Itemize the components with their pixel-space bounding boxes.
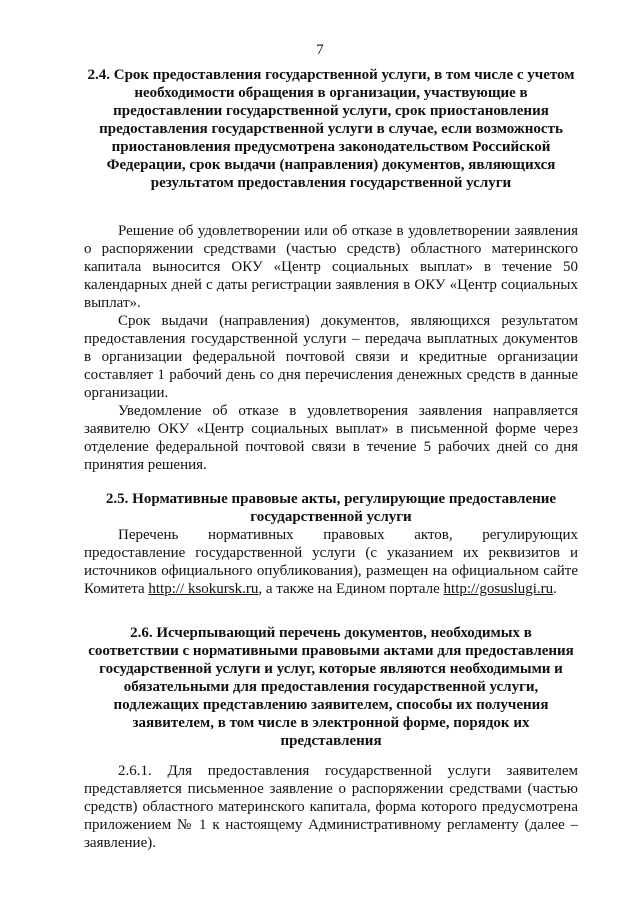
page-number: 7 <box>316 42 324 58</box>
section-2-4-paragraph-2: Срок выдачи (направления) документов, являющихся результатом предоставления государственной услуги – передача выплатных документов в организации федеральной почтовой связи и кредитные организации составляет 1 рабочий день со дня перечисления денежных средств в данные организации. <box>84 313 578 401</box>
section-2-5-paragraph-1 <box>84 526 578 598</box>
section-2-4-heading: 2.4. Срок предоставления государственной услуги, в том числе с учетом необходимости обращения в организации, участвующие в предоставлении государственной услуги, срок приостановления предоставления государственной услуги в случае, если возможность приостановления предусмотрена законодательством Российской Федерации, срок выдачи (направления) документов, являющихся результатом предоставления государственной услуги <box>87 67 575 191</box>
section-2-5-heading: 2.5. Нормативные правовые акты, регулирующие предоставление государственной услуги <box>105 491 557 525</box>
section-2-4-paragraph-1: Решение об удовлетворении или об отказе в удовлетворении заявления о распоряжении средствами (частью средств) областного материнского капитала выносится ОКУ «Центр социальных выплат» в течение 50 календарных дней с даты регистрации заявления в ОКУ «Центр социальных выплат». <box>84 223 578 311</box>
section-2-5-text-start: Перечень нормативных правовых актов, регулирующих предоставление государственной услуги (с указанием их реквизитов и источников официального опубликования), размещен на официальном сайте Комитета <box>84 527 578 597</box>
section-2-6-heading: 2.6. Исчерпывающий перечень документов, необходимых в соответствии с нормативными правовыми актами для предоставления государственной услуги и услуг, которые являются необходимыми и обязательными для предоставления государственной услуги, подлежащих представлению заявителем, способы их получения заявителем, в том числе в электронной форме, порядок их представления <box>88 625 574 749</box>
committee-site-link[interactable]: http:// ksokursk.ru <box>148 581 259 597</box>
section-2-5-text-end: . <box>553 581 557 597</box>
section-2-4-body <box>84 222 578 474</box>
section-2-4-paragraph-3: Уведомление об отказе в удовлетворения заявления направляется заявителю ОКУ «Центр социальных выплат» в письменной форме через отделение федеральной почтовой связи в течение 5 рабочих дней со дня принятия решения. <box>84 403 578 473</box>
section-2-5-text-mid: , а также на Едином портале <box>258 581 444 597</box>
section-2-5-body <box>84 526 578 598</box>
section-2-6-paragraph-1: 2.6.1. Для предоставления государственной услуги заявителем представляется письменное заявление о распоряжении средствами (частью средств) областного материнского капитала, форма которого предусмотрена приложением № 1 к настоящему Административному регламенту (далее – заявление). <box>84 763 578 851</box>
gosuslugi-portal-link[interactable]: http://gosuslugi.ru <box>443 581 554 597</box>
section-2-6-body <box>84 762 578 852</box>
